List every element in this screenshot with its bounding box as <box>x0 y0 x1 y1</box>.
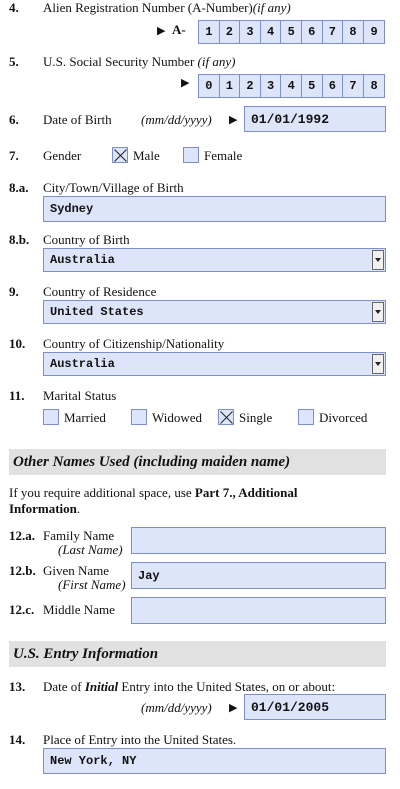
place-of-entry-label: Place of Entry into the United States. <box>43 732 237 747</box>
given-name-label: Given Name <box>43 563 110 578</box>
digit-cell[interactable]: 1 <box>199 21 220 43</box>
item-number: 10. <box>9 336 26 351</box>
arrow-right-icon: ▶ <box>229 702 238 714</box>
gender-female-checkbox[interactable] <box>183 147 199 163</box>
country-of-birth-label: Country of Birth <box>43 232 130 247</box>
note-part-ref: Part 7., Additional <box>194 485 298 500</box>
initial-entry-label <box>43 679 335 695</box>
digit-cell[interactable]: 8 <box>343 21 364 43</box>
item-number: 8.a. <box>9 180 29 195</box>
ssn-label-optional: (if any) <box>197 54 236 69</box>
digit-cell[interactable]: 2 <box>240 75 261 97</box>
item-number: 12.a. <box>9 528 35 543</box>
a-number-label-optional: (if any) <box>252 0 291 15</box>
marital-widowed-label: Widowed <box>152 410 203 425</box>
family-name-label: Family Name <box>43 528 115 543</box>
digit-cell[interactable]: 7 <box>343 75 364 97</box>
digit-cell[interactable]: 7 <box>323 21 344 43</box>
initial-entry-date-field[interactable]: 01/01/2005 <box>244 694 386 720</box>
ssn-label <box>43 54 235 70</box>
marital-married-checkbox[interactable] <box>43 409 59 425</box>
digit-cell[interactable]: 5 <box>302 75 323 97</box>
digit-cell[interactable]: 2 <box>220 21 241 43</box>
country-of-birth-select[interactable] <box>43 248 386 272</box>
gender-male-checkbox[interactable] <box>112 147 128 163</box>
section-header-other-names: Other Names Used (including maiden name) <box>9 449 386 475</box>
country-of-residence-label: Country of Residence <box>43 284 157 299</box>
digit-cell[interactable]: 8 <box>364 75 385 97</box>
gender-female-label: Female <box>204 148 243 163</box>
gender-label: Gender <box>43 148 82 163</box>
initial-entry-label-em: Initial <box>84 679 119 694</box>
marital-status-label: Marital Status <box>43 388 117 403</box>
marital-divorced-checkbox[interactable] <box>298 409 314 425</box>
item-number: 8.b. <box>9 232 30 247</box>
note-period: . <box>76 501 81 516</box>
marital-single-checkbox[interactable] <box>218 409 234 425</box>
marital-widowed-checkbox[interactable] <box>131 409 147 425</box>
chevron-down-icon[interactable] <box>372 302 384 322</box>
arrow-right-icon: ▶ <box>229 114 238 126</box>
additional-space-note <box>9 485 389 517</box>
arrow-right-icon: ▶ <box>181 77 190 89</box>
section-header-entry-info: U.S. Entry Information <box>9 641 386 667</box>
gender-male-label: Male <box>133 148 160 163</box>
a-number-prefix: A- <box>172 22 186 37</box>
middle-name-field[interactable] <box>131 597 386 624</box>
place-of-entry-field[interactable]: New York, NY <box>43 748 386 774</box>
a-number-field[interactable] <box>198 20 385 44</box>
digit-cell[interactable]: 4 <box>281 75 302 97</box>
digit-cell[interactable]: 0 <box>199 75 220 97</box>
item-number: 14. <box>9 732 26 747</box>
digit-cell[interactable]: 4 <box>261 21 282 43</box>
country-of-residence-value: United States <box>50 305 144 319</box>
citizenship-value: Australia <box>50 357 115 371</box>
arrow-right-icon: ▶ <box>157 25 166 37</box>
family-name-sublabel: (Last Name) <box>58 542 123 557</box>
a-number-label <box>43 0 291 16</box>
dob-format: (mm/dd/yyyy) <box>141 112 212 127</box>
initial-entry-label-post: Entry into the United States, on or about: <box>118 679 336 694</box>
ssn-field[interactable] <box>198 74 385 98</box>
dob-label: Date of Birth <box>43 112 112 127</box>
note-part-ref-2: Information <box>9 501 77 516</box>
item-number: 6. <box>9 112 19 127</box>
item-number: 12.c. <box>9 602 35 617</box>
chevron-down-icon[interactable] <box>372 354 384 374</box>
a-number-label-text: Alien Registration Number (A-Number) <box>43 0 253 15</box>
item-number: 5. <box>9 54 19 69</box>
marital-single-label: Single <box>239 410 273 425</box>
chevron-down-icon[interactable] <box>372 250 384 270</box>
country-of-birth-value: Australia <box>50 253 115 267</box>
dob-field[interactable]: 01/01/1992 <box>244 106 386 132</box>
country-of-residence-select[interactable] <box>43 300 386 324</box>
note-text: If you require additional space, use <box>9 485 195 500</box>
digit-cell[interactable]: 1 <box>220 75 241 97</box>
digit-cell[interactable]: 3 <box>261 75 282 97</box>
marital-married-label: Married <box>64 410 106 425</box>
item-number: 13. <box>9 679 26 694</box>
item-number: 4. <box>9 0 19 15</box>
item-number: 11. <box>9 388 25 403</box>
given-name-sublabel: (First Name) <box>58 577 126 592</box>
item-number: 9. <box>9 284 19 299</box>
initial-entry-format: (mm/dd/yyyy) <box>141 700 212 715</box>
digit-cell[interactable]: 3 <box>240 21 261 43</box>
digit-cell[interactable]: 5 <box>281 21 302 43</box>
item-number: 7. <box>9 148 19 163</box>
item-number: 12.b. <box>9 563 36 578</box>
ssn-label-text: U.S. Social Security Number <box>43 54 195 69</box>
family-name-field[interactable] <box>131 527 386 554</box>
city-of-birth-field[interactable]: Sydney <box>43 196 386 222</box>
digit-cell[interactable]: 6 <box>302 21 323 43</box>
digit-cell[interactable]: 6 <box>323 75 344 97</box>
initial-entry-label-pre: Date of <box>43 679 85 694</box>
city-of-birth-label: City/Town/Village of Birth <box>43 180 184 195</box>
citizenship-select[interactable] <box>43 352 386 376</box>
given-name-field[interactable]: Jay <box>131 562 386 589</box>
middle-name-label: Middle Name <box>43 602 115 617</box>
marital-divorced-label: Divorced <box>319 410 368 425</box>
digit-cell[interactable]: 9 <box>364 21 385 43</box>
citizenship-label: Country of Citizenship/Nationality <box>43 336 225 351</box>
